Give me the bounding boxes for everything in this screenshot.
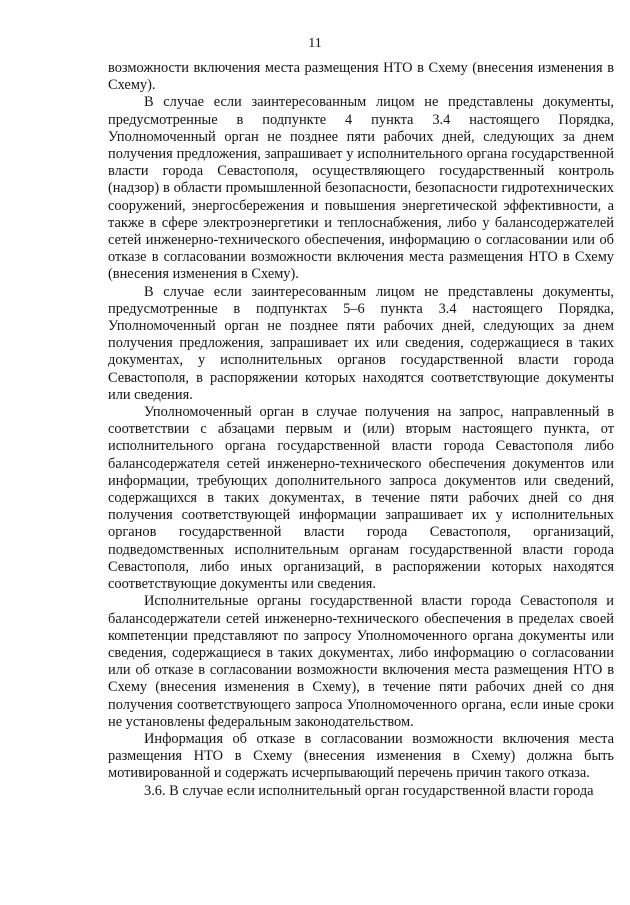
paragraph-continuation: возможности включения места размещения НТО в Схему (внесения изменения в Схему). (108, 60, 614, 94)
paragraph-request-subpoints-5-6: В случае если заинтересованным лицом не представлены документы, предусмотренные в подпунктах 5–6 пункта 3.4 настоящего Порядка, Уполномоченный орган не позднее пяти рабочих дней, следующих за днем получения предложения, запрашивает их или сведения, содержащиеся в таких документах, у исполнительных органов государственной власти города Севастополя, в распоряжении которых находятся соответствующие документы или сведения. (108, 283, 614, 403)
paragraph-executive-bodies-response: Исполнительные органы государственной власти города Севастополя и балансодержатели сетей инженерно-технического обеспечения в пределах своей компетенции представляют по запросу Уполномоченного органа документы или сведения, содержащиеся в таких документах, либо информацию о согласовании или об отказе в согласовании возможности включения места размещения НТО в Схему (внесения изменения в Схему), в течение пяти рабочих дней со дня получения соответствующего запроса Уполномоченного органа, если иные сроки не установлены федеральным законодательством. (108, 593, 614, 730)
document-body (108, 60, 614, 800)
paragraph-refusal-information: Информация об отказе в согласовании возможности включения места размещения НТО в Схему (внесения изменения в Схему) должна быть мотивированной и содержать исчерпывающий перечень причин такого отказа. (108, 730, 614, 782)
page-number: 11 (308, 36, 322, 51)
paragraph-additional-request: Уполномоченный орган в случае получения на запрос, направленный в соответствии с абзацами первым и (или) вторым настоящего пункта, от исполнительного органа государственной власти города Севастополя либо балансодержателя сетей инженерно-технического обеспечения документов или информации, требующих дополнительного запроса документов или сведений, содержащихся в таких документах, в течение пяти рабочих дней со дня получения соответствующей информации запрашивает их у исполнительных органов государственной власти города Севастополя, организаций, подведомственных исполнительным органам государственной власти города Севастополя, либо иных организаций, в распоряжении которых находятся соответствующие документы или сведения. (108, 404, 614, 593)
paragraph-section-3-6: 3.6. В случае если исполнительный орган государственной власти города (144, 782, 594, 799)
paragraph-request-subpoint-4: В случае если заинтересованным лицом не представлены документы, предусмотренные в подпункте 4 пункта 3.4 настоящего Порядка, Уполномоченный орган не позднее пяти рабочих дней, следующих за днем получения предложения, запрашивает у исполнительного органа государственной власти города Севастополя, осуществляющего государственный контроль (надзор) в области промышленной безопасности, безопасности гидротехнических сооружений, энергосбережения и повышения энергетической эффективности, а также в сфере электроэнергетики и теплоснабжения, либо у балансодержателей сетей инженерно-технического обеспечения, информацию о согласовании или об отказе в согласовании возможности включения места размещения НТО в Схему (внесения изменения в Схему). (108, 94, 614, 283)
